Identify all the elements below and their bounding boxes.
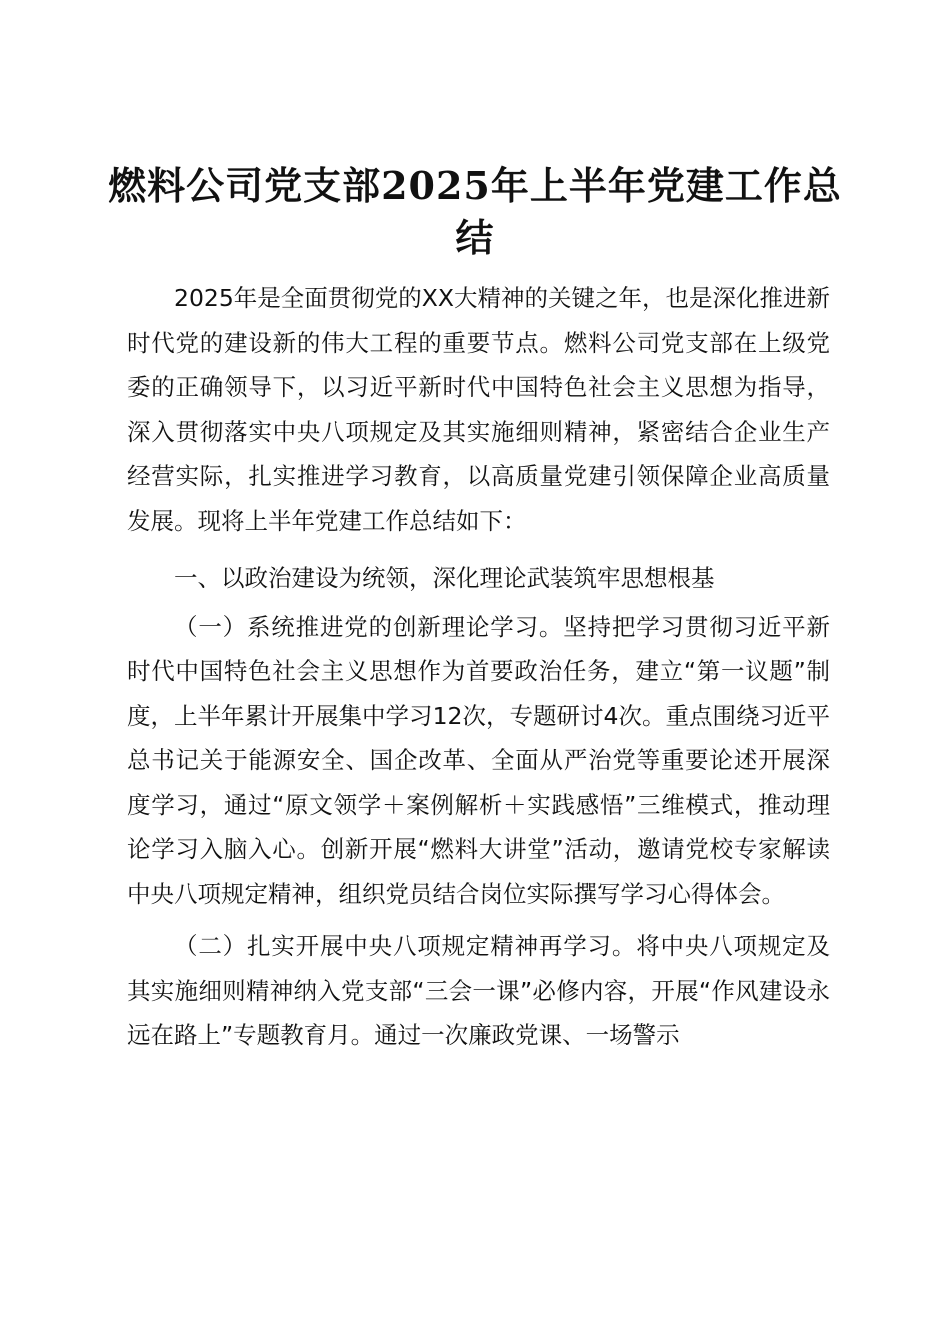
document-body bbox=[127, 276, 830, 1058]
section-heading: 一、以政治建设为统领，深化理论武装筑牢思想根基 bbox=[174, 564, 715, 592]
subsection-paragraph-1: （一）系统推进党的创新理论学习。坚持把学习贯彻习近平新时代中国特色社会主义思想作为首要政治任务，建立“第一议题”制度，上半年累计开展集中学习12次，专题研讨4次。重点围绕习近平总书记关于能源安全、国企改革、全面从严治党等重要论述开展深度学习，通过“原文领学＋案例解析＋实践感悟”三维模式，推动理论学习入脑入心。创新开展“燃料大讲堂”活动，邀请党校专家解读中央八项规定精神，组织党员结合岗位实际撰写学习心得体会。 bbox=[127, 612, 830, 908]
document-title: 燃料公司党支部2025年上半年党建工作总结 bbox=[108, 163, 842, 260]
subsection-paragraph-2: （二）扎实开展中央八项规定精神再学习。将中央八项规定及其实施细则精神纳入党支部“三会一课”必修内容，开展“作风建设永远在路上”专题教育月。通过一次廉政党课、一场警示 bbox=[127, 932, 830, 1049]
intro-paragraph: 2025年是全面贯彻党的XX大精神的关键之年，也是深化推进新时代党的建设新的伟大工程的重要节点。燃料公司党支部在上级党委的正确领导下，以习近平新时代中国特色社会主义思想为指导，深入贯彻落实中央八项规定及其实施细则精神，紧密结合企业生产经营实际，扎实推进学习教育，以高质量党建引领保障企业高质量发展。现将上半年党建工作总结如下： bbox=[127, 284, 831, 535]
